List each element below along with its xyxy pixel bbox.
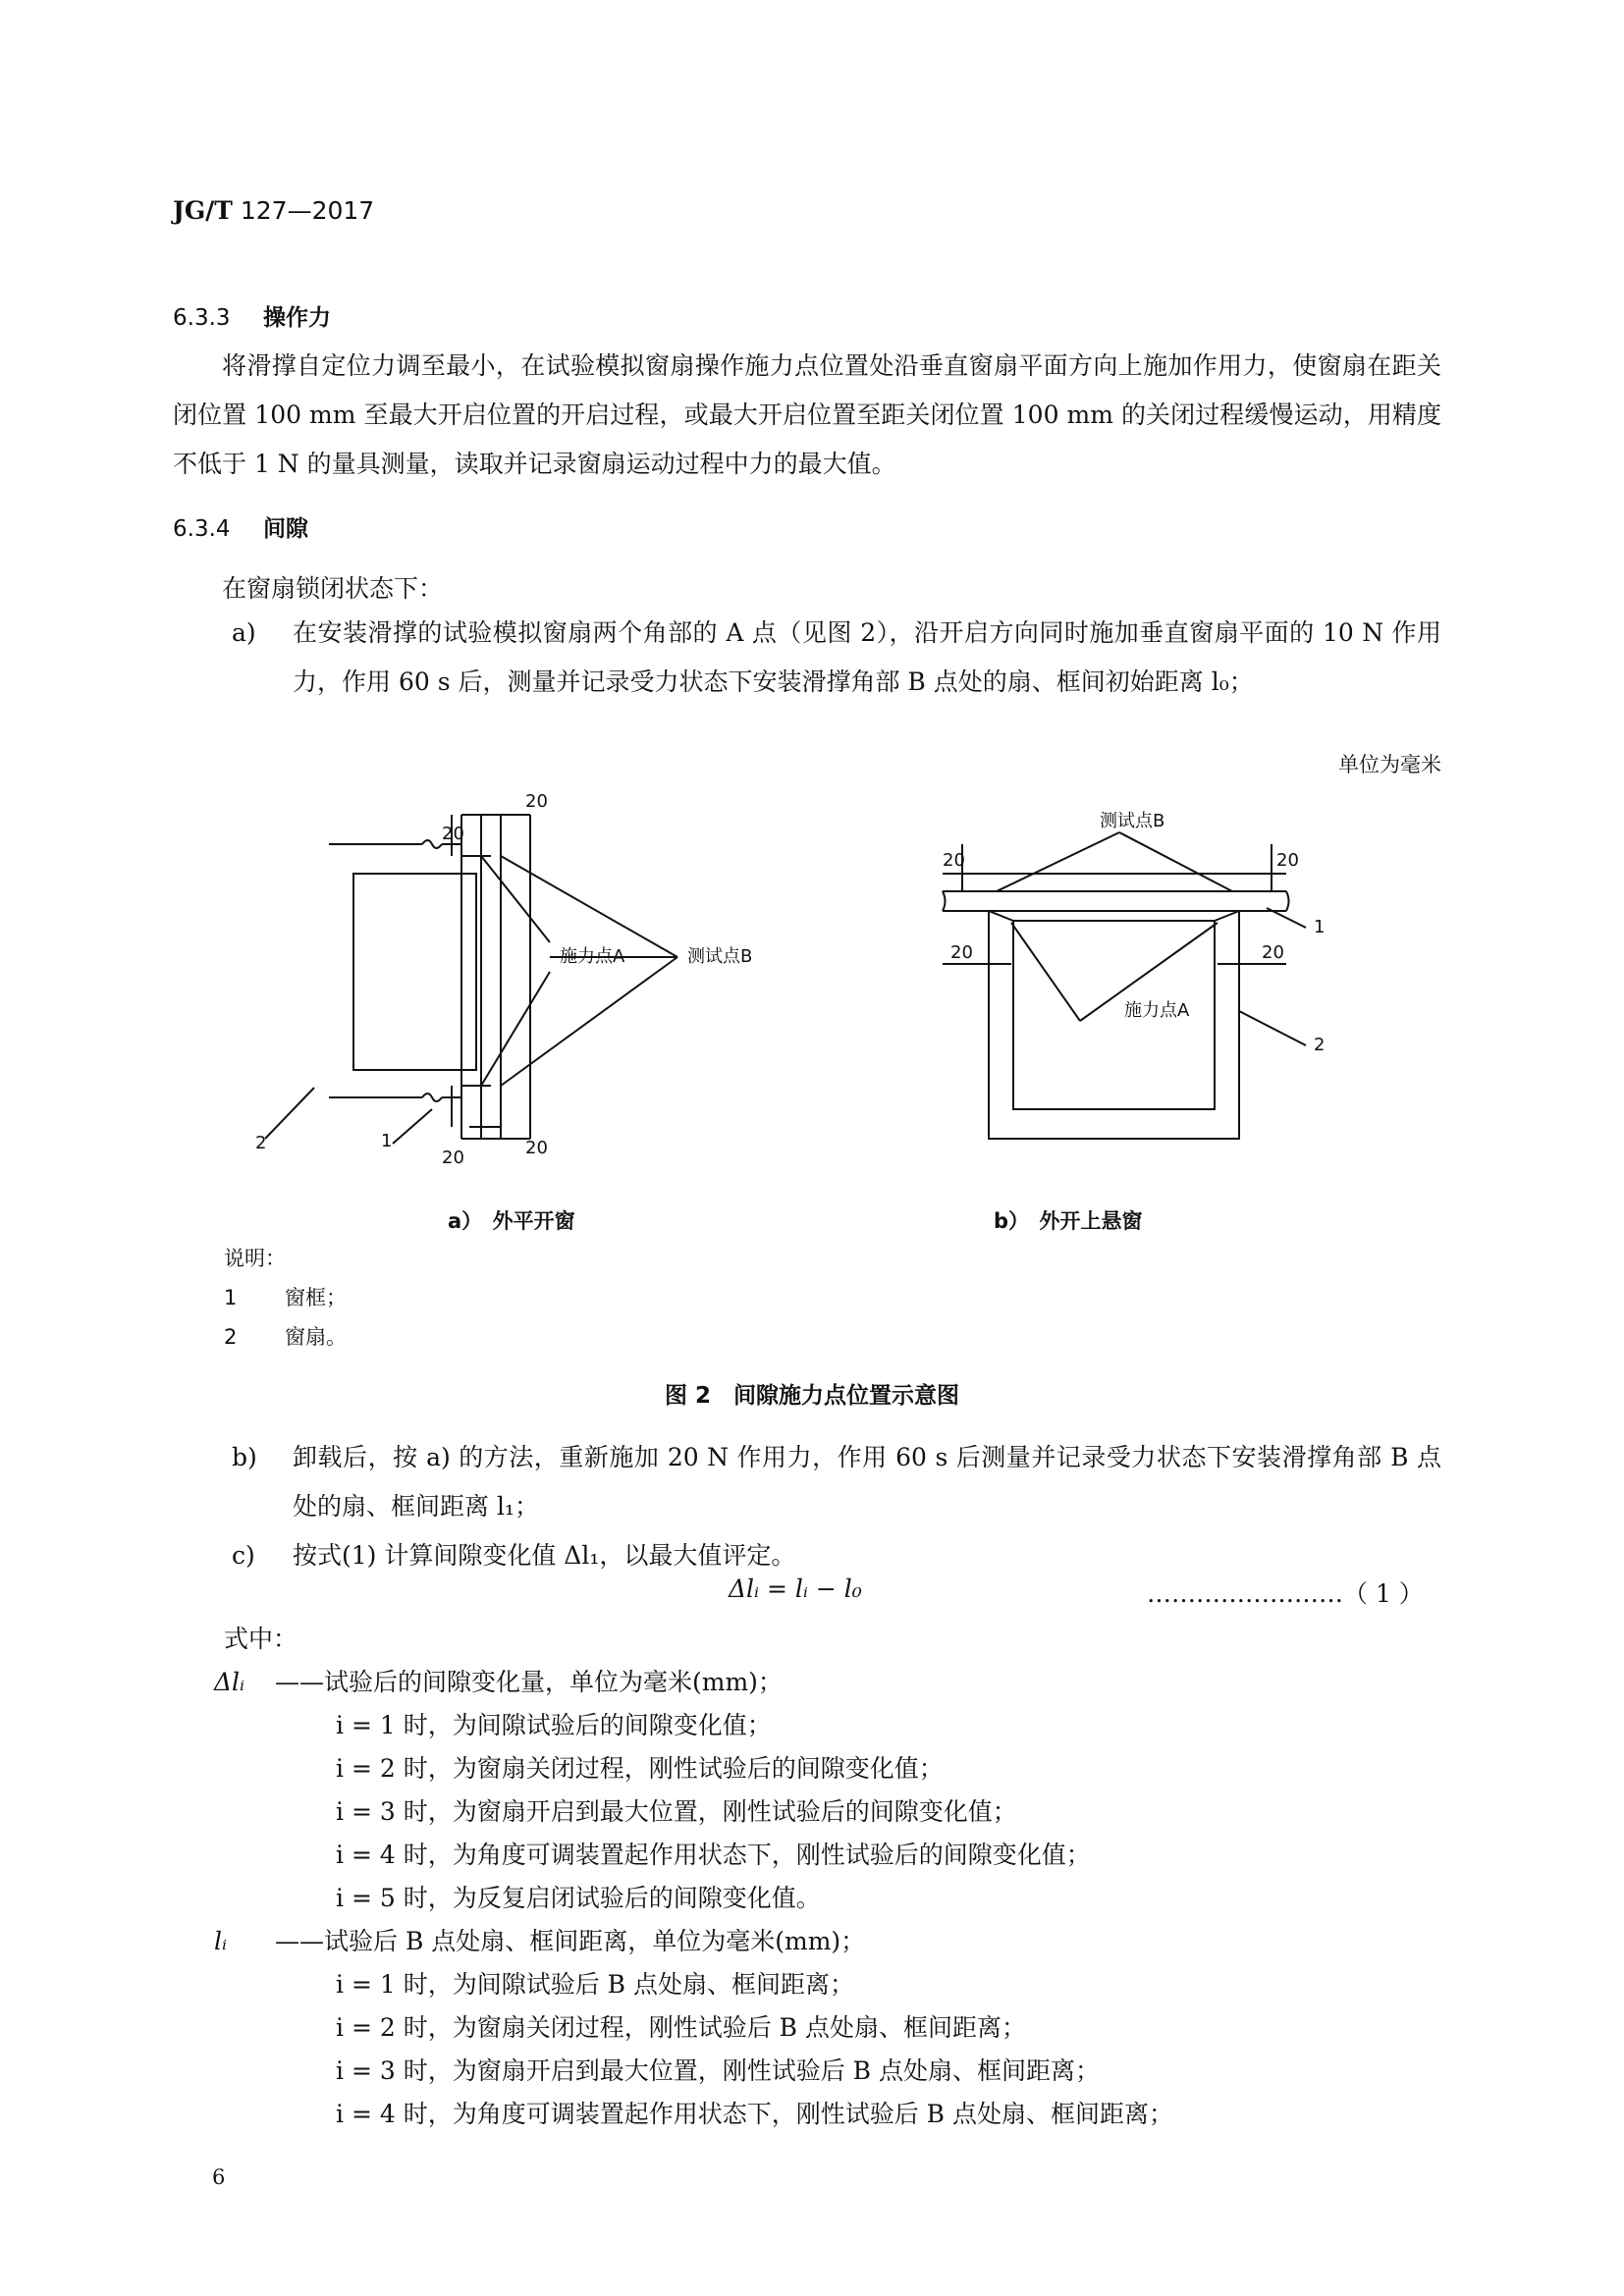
- definition-l: [214, 1920, 865, 1963]
- definition-item: i = 4 时，为角度可调装置起作用状态下，刚性试验后 B 点处扇、框间距离；: [336, 2100, 1173, 2128]
- dim-label: 20: [943, 850, 965, 871]
- legend-text: 窗框；: [285, 1286, 347, 1309]
- section-title: 操作力: [263, 305, 331, 331]
- caption-b: b） 外开上悬窗: [994, 1209, 1143, 1233]
- list-text: 卸载后，按 a) 的方法，重新施加 20 N 作用力，作用 60 s 后测量并记录受力状态下安装滑撑角部 B 点处的扇、框间距离 l₁；: [293, 1443, 1441, 1521]
- legend-item-1: [224, 1282, 347, 1311]
- callout-2: 2: [1314, 1035, 1326, 1055]
- section-6-3-4-intro: 在窗扇锁闭状态下：: [222, 574, 444, 603]
- section-6-3-3-heading: [173, 299, 331, 332]
- section-title: 间隙: [263, 516, 308, 542]
- list-item-a: [232, 609, 1441, 756]
- standard-header: [173, 196, 374, 225]
- list-marker: c): [232, 1541, 255, 1570]
- definition-delta-items: [336, 1704, 1091, 1920]
- page-number: 6: [212, 2165, 226, 2189]
- diagram-a-casement: [265, 815, 677, 1144]
- dim-label: 20: [1262, 942, 1284, 963]
- definition-text: ——试验后 B 点处扇、框间距离，单位为毫米(mm)；: [275, 1927, 866, 1955]
- definition-item: i = 1 时，为间隙试验后 B 点处扇、框间距离；: [336, 1970, 854, 1999]
- symbol: lᵢ: [214, 1927, 228, 1955]
- label-force-point-a: 施力点A: [1124, 1000, 1190, 1021]
- section-6-3-3-text: 将滑撑自定位力调至最小，在试验模拟窗扇操作施力点位置处沿垂直窗扇平面方向上施加作用力，使窗扇在距关闭位置 100 mm 至最大开启位置的开启过程，或最大开启位置至距关闭位置 100 mm 的关闭过程缓慢运动，用精度不低于 1 N 的量具测量，读取并记录窗扇运动过程中力的最大值。: [173, 351, 1441, 478]
- dim-label: 20: [1276, 850, 1299, 871]
- dim-label: 20: [525, 1138, 548, 1158]
- label-test-point-b: 测试点B: [687, 946, 753, 967]
- unit-note: 单位为毫米: [1338, 753, 1441, 776]
- callout-2: 2: [255, 1133, 267, 1153]
- dim-label: 20: [525, 791, 548, 812]
- where-label: 式中：: [224, 1625, 298, 1653]
- formula-number: ……………………（ 1 ）: [1147, 1579, 1424, 1608]
- list-marker: a): [232, 618, 256, 647]
- figure-2-diagram: [0, 775, 1624, 1207]
- formula: Δlᵢ = lᵢ − l₀: [729, 1575, 862, 1603]
- diagram-b-top-hung: [943, 832, 1306, 1139]
- legend-item-2: [224, 1321, 347, 1351]
- definition-item: i = 5 时，为反复启闭试验后的间隙变化值。: [336, 1884, 821, 1912]
- list-text: 按式(1) 计算间隙变化值 Δl₁，以最大值评定。: [293, 1541, 796, 1570]
- definition-delta-l: [214, 1661, 783, 1704]
- figure-title: 图 2 间隙施力点位置示意图: [664, 1383, 959, 1409]
- list-item-b: [232, 1433, 1441, 1531]
- definition-item: i = 2 时，为窗扇关闭过程，刚性试验后的间隙变化值；: [336, 1754, 944, 1783]
- callout-1: 1: [381, 1131, 393, 1151]
- list-text: 在安装滑撑的试验模拟窗扇两个角部的 A 点（见图 2），沿开启方向同时施加垂直窗扇平面的 10 N 作用力，作用 60 s 后，测量并记录受力状态下安装滑撑角部 B 点处的扇、框间初始距离 l₀；: [293, 618, 1441, 696]
- definition-item: i = 3 时，为窗扇开启到最大位置，刚性试验后的间隙变化值；: [336, 1797, 1017, 1826]
- dim-label: 20: [442, 1148, 464, 1168]
- symbol: Δlᵢ: [214, 1668, 245, 1696]
- legend-number: 2: [224, 1325, 238, 1349]
- legend-title: 说明：: [224, 1247, 286, 1270]
- legend-text: 窗扇。: [285, 1325, 347, 1349]
- list-item-c: [232, 1531, 1441, 1580]
- dim-label: 20: [442, 824, 464, 844]
- section-number: 6.3.4: [173, 516, 231, 542]
- legend-number: 1: [224, 1286, 238, 1309]
- definition-item: i = 4 时，为角度可调装置起作用状态下，刚性试验后的间隙变化值；: [336, 1841, 1091, 1869]
- section-6-3-4-heading: [173, 510, 308, 543]
- label-force-point-a: 施力点A: [560, 946, 625, 967]
- definition-item: i = 3 时，为窗扇开启到最大位置，刚性试验后 B 点处扇、框间距离；: [336, 2056, 1100, 2085]
- callout-1: 1: [1314, 917, 1326, 937]
- definition-item: i = 2 时，为窗扇关闭过程，刚性试验后 B 点处扇、框间距离；: [336, 2013, 1026, 2042]
- list-marker: b): [232, 1443, 257, 1471]
- caption-a: a） 外平开窗: [448, 1209, 575, 1233]
- section-number: 6.3.3: [173, 305, 231, 331]
- definition-item: i = 1 时，为间隙试验后的间隙变化值；: [336, 1711, 772, 1739]
- dim-label: 20: [950, 942, 973, 963]
- label-test-point-b: 测试点B: [1100, 811, 1165, 831]
- definition-l-items: [336, 1963, 1173, 2136]
- standard-number: 127—2017: [240, 196, 375, 225]
- standard-code: JG/T: [173, 196, 233, 225]
- definition-text: ——试验后的间隙变化量，单位为毫米(mm)；: [275, 1668, 783, 1696]
